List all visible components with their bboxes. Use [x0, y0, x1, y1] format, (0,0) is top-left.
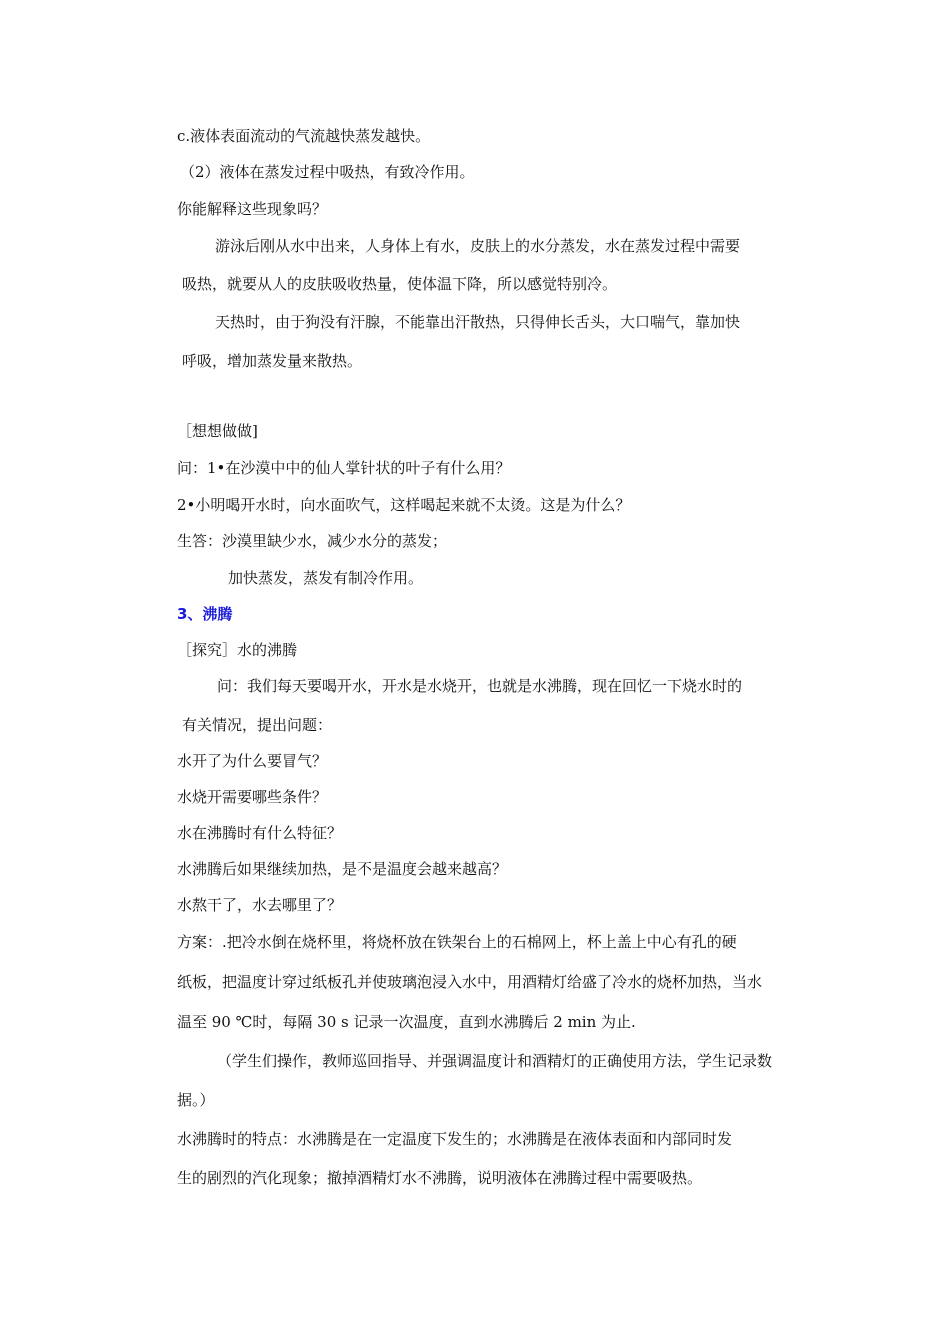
text-line: 水熬干了，水去哪里了？	[177, 896, 343, 914]
text-line: 温至 90 ℃时，每隔 30 s 记录一次温度，直到水沸腾后 2 min 为止.	[177, 1013, 636, 1031]
text-line: 游泳后刚从水中出来，人身体上有水，皮肤上的水分蒸发，水在蒸发过程中需要	[215, 237, 741, 255]
text-line: 问：我们每天要喝开水，开水是水烧开，也就是水沸腾，现在回忆一下烧水时的	[217, 677, 743, 695]
section-label: ［想想做做]	[177, 422, 258, 440]
text-line: 水烧开需要哪些条件？	[177, 788, 328, 806]
text-line: 2•小明喝开水时，向水面吹气，这样喝起来就不太烫。这是为什么？	[177, 496, 631, 514]
section-heading: 3、沸腾	[177, 605, 233, 623]
text-line: 水在沸腾时有什么特征？	[177, 824, 343, 842]
text-line: 吸热，就要从人的皮肤吸收热量，使体温下降，所以感觉特别冷。	[182, 275, 618, 293]
text-line: 水开了为什么要冒气？	[177, 752, 328, 770]
text-line: 生的剧烈的汽化现象；撤掉酒精灯水不沸腾，说明液体在沸腾过程中需要吸热。	[177, 1169, 703, 1187]
text-line: 水沸腾时的特点：水沸腾是在一定温度下发生的；水沸腾是在液体表面和内部同时发	[177, 1130, 733, 1148]
text-line: 有关情况，提出问题：	[182, 716, 333, 734]
section-label: ［探究］水的沸腾	[177, 641, 298, 659]
text-line: （学生们操作，教师巡回指导、并强调温度计和酒精灯的正确使用方法，学生记录数	[217, 1052, 773, 1070]
text-line: 呼吸，增加蒸发量来散热。	[182, 352, 363, 370]
text-line: 水沸腾后如果继续加热，是不是温度会越来越高？	[177, 860, 508, 878]
text-line: 你能解释这些现象吗？	[177, 200, 328, 218]
text-line: 方案：.把冷水倒在烧杯里，将烧杯放在铁架台上的石棉网上，杯上盖上中心有孔的硬	[177, 933, 737, 951]
text-line: 纸板，把温度计穿过纸板孔并使玻璃泡浸入水中，用酒精灯给盛了冷水的烧杯加热，当水	[177, 973, 763, 991]
text-line: 问：1•在沙漠中中的仙人掌针状的叶子有什么用？	[177, 459, 511, 477]
text-line: （2）液体在蒸发过程中吸热，有致冷作用。	[180, 163, 475, 181]
text-line: 生答：沙漠里缺少水，减少水分的蒸发；	[177, 532, 448, 550]
text-line: 据。）	[177, 1091, 215, 1109]
text-line: 天热时，由于狗没有汗腺，不能靠出汗散热，只得伸长舌头，大口喘气，靠加快	[215, 313, 741, 331]
text-line: 加快蒸发，蒸发有制冷作用。	[228, 569, 424, 587]
text-line: c.液体表面流动的气流越快蒸发越快。	[177, 127, 431, 145]
